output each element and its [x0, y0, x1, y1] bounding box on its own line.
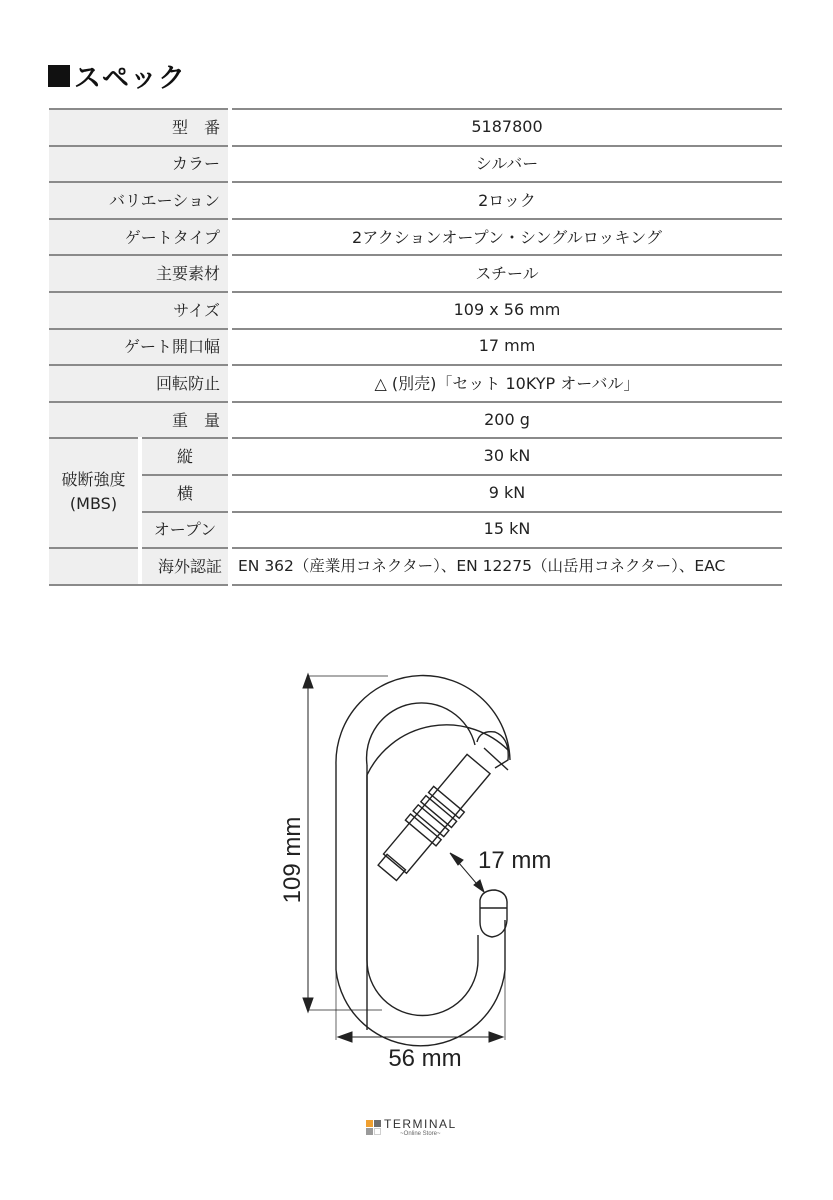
spec-label: 重 量: [49, 401, 228, 438]
spec-value: EN 362（産業用コネクター）、EN 12275（山岳用コネクター）、EAC: [232, 547, 782, 584]
spec-value: 200 g: [232, 401, 782, 438]
spec-row-weight: [49, 401, 782, 438]
gate-dimension-label: 17 mm: [478, 847, 552, 874]
mbs-sublabel: 縦: [142, 437, 228, 474]
spec-label: バリエーション: [49, 181, 228, 218]
spec-row-certification: [49, 547, 782, 584]
spec-row-material: [49, 254, 782, 291]
spec-label: サイズ: [49, 291, 228, 328]
spec-label: 主要素材: [49, 254, 228, 291]
spec-label: ゲートタイプ: [49, 218, 228, 255]
mbs-group-label: [49, 437, 138, 547]
mbs-label-line2: (MBS): [69, 494, 118, 514]
logo-sub-text: ~Online Store~: [400, 1131, 441, 1137]
spec-value: 17 mm: [232, 328, 782, 365]
spec-group-mbs: [49, 437, 782, 547]
spec-value: △ (別売)「セット 10KYP オーバル」: [232, 364, 782, 401]
spec-value: 9 kN: [232, 474, 782, 511]
cert-label-blank: [49, 547, 138, 584]
spec-row-size: [49, 291, 782, 328]
spec-label: 型 番: [49, 108, 228, 145]
spec-row-gate-opening: [49, 328, 782, 365]
logo-main-text: TERMINAL: [384, 1117, 457, 1131]
height-dimension-label: 109 mm: [279, 816, 306, 904]
spec-value: 15 kN: [232, 511, 782, 548]
terminal-logo: [366, 1118, 457, 1137]
section-title: [48, 56, 186, 95]
spec-value: 30 kN: [232, 437, 782, 474]
spec-value: シルバー: [232, 145, 782, 182]
spec-label: 海外認証: [142, 547, 228, 584]
mbs-sublabel: 横: [142, 474, 228, 511]
mbs-label-line1: 破断強度: [61, 470, 126, 490]
spec-row-anti-rotation: [49, 364, 782, 401]
spec-value: スチール: [232, 254, 782, 291]
spec-label: カラー: [49, 145, 228, 182]
spec-label: 回転防止: [49, 364, 228, 401]
spec-value: 2アクションオープン・シングルロッキング: [232, 218, 782, 255]
spec-value: 5187800: [232, 108, 782, 145]
spec-row-gate-type: [49, 218, 782, 255]
spec-row-color: [49, 145, 782, 182]
spec-label: ゲート開口幅: [49, 328, 228, 365]
mbs-sublabel: オープン: [142, 511, 228, 548]
width-dimension-label: 56 mm: [388, 1045, 462, 1072]
logo-grid-icon: [366, 1120, 381, 1135]
spec-value: 109 x 56 mm: [232, 291, 782, 328]
spec-row-variation: [49, 181, 782, 218]
carabiner-diagram: [270, 660, 570, 1080]
section-title-text: スペック: [74, 63, 186, 94]
spec-row-model: [49, 108, 782, 145]
spec-table: [49, 108, 782, 586]
spec-value: 2ロック: [232, 181, 782, 218]
square-bullet-icon: [48, 65, 70, 87]
